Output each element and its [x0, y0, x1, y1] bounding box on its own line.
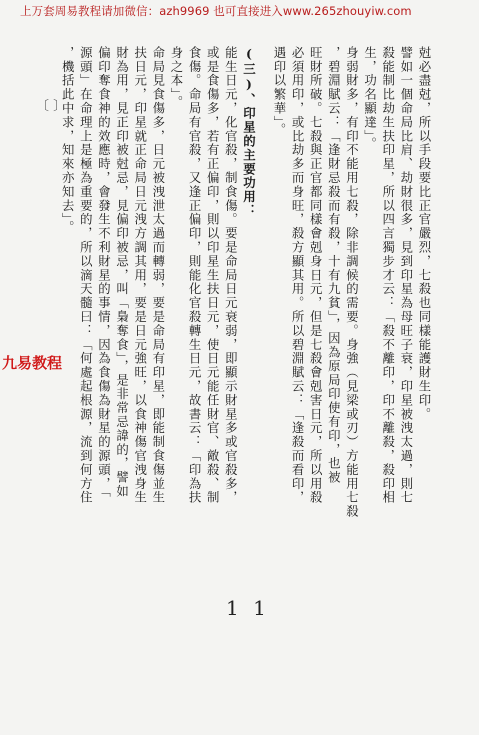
text-column: ，碧淵賦云：「逢財忌殺而有殺，十有九貧」，因為原局印使有印，也被 [326, 46, 342, 485]
vertical-text-block [60, 46, 432, 642]
text-column: 食傷。命局有官殺，又逢正偏印，則能化官殺轉生日元，故書云：「印為扶 [187, 46, 203, 505]
text-column: 尅必盡尅，所以手段要比正官嚴烈，七殺也同樣能護財生印。 [417, 46, 432, 422]
text-column: 命局見食傷多，日元被洩泄太過而轉弱，要是命局有印星，即能制食傷並生 [150, 46, 166, 505]
text-column: 或是食傷多，若有正偏印，則以印星生扶日元，使日元能任財官、敵殺、制 [205, 46, 221, 505]
text-column: 身弱財多，有印不能用七殺，除非調候的需要。身強（見梁或刃）方能用七殺 [344, 46, 360, 519]
text-column: 能生日元，化官殺，制食傷。要是命局日元衰弱，即顯示財星多或官殺多， [223, 46, 239, 505]
text-column: 必須用印，或比劫多而身旺，殺方顯其用。所以碧淵賦云：「逢殺而看印， [290, 46, 306, 505]
text-column: 生，功名顯達」。 [362, 46, 378, 151]
text-column: 扶日元，印星就正命局日元洩方調其用，要是日元強旺，以食神傷官洩身生 [132, 46, 148, 505]
text-column: 身之本」。 [168, 46, 184, 110]
margin-bracket-mark: 〔 〕 [36, 99, 67, 114]
text-column: ，機括此中求，知來亦知去」。 [60, 46, 76, 235]
section-heading: (三)、印星的主要功用： [241, 46, 257, 218]
text-column: 偏印奪食神的效應時，會發生不利財星的事情，因為食傷為財星的源頭，「 [96, 46, 112, 499]
watermark-text: 九易教程 [2, 354, 63, 372]
text-column: 財為用，見正印被尅忌，見偏印被忌，叫「梟奪食」，是非常忌諱的，譬如 [114, 46, 130, 499]
column-gap [259, 46, 268, 642]
text-column: 殺能制比劫生扶印星，所以四言獨步才云：「殺不離印，印不離殺，殺印相 [380, 46, 396, 505]
text-column: 遇印以繁華」。 [272, 46, 287, 138]
page-number: 1 1 [226, 596, 270, 620]
promo-banner: 上万套周易教程请加微信：azh9969 也可直接进入www.265zhouyiw.com [20, 4, 412, 18]
text-column: 旺財所破。七殺與正官都同樣會剋身日元，但是七殺會剋害日元，所以用殺 [308, 46, 324, 505]
text-column: 譬如一個命局比肩、劫財很多，見到印星為母旺子衰，印星被洩太過，則七 [398, 46, 414, 505]
text-column: 源頭」在命理上是極為重要的，所以滴天髓曰：「何處起根源，流到何方住 [78, 46, 94, 505]
